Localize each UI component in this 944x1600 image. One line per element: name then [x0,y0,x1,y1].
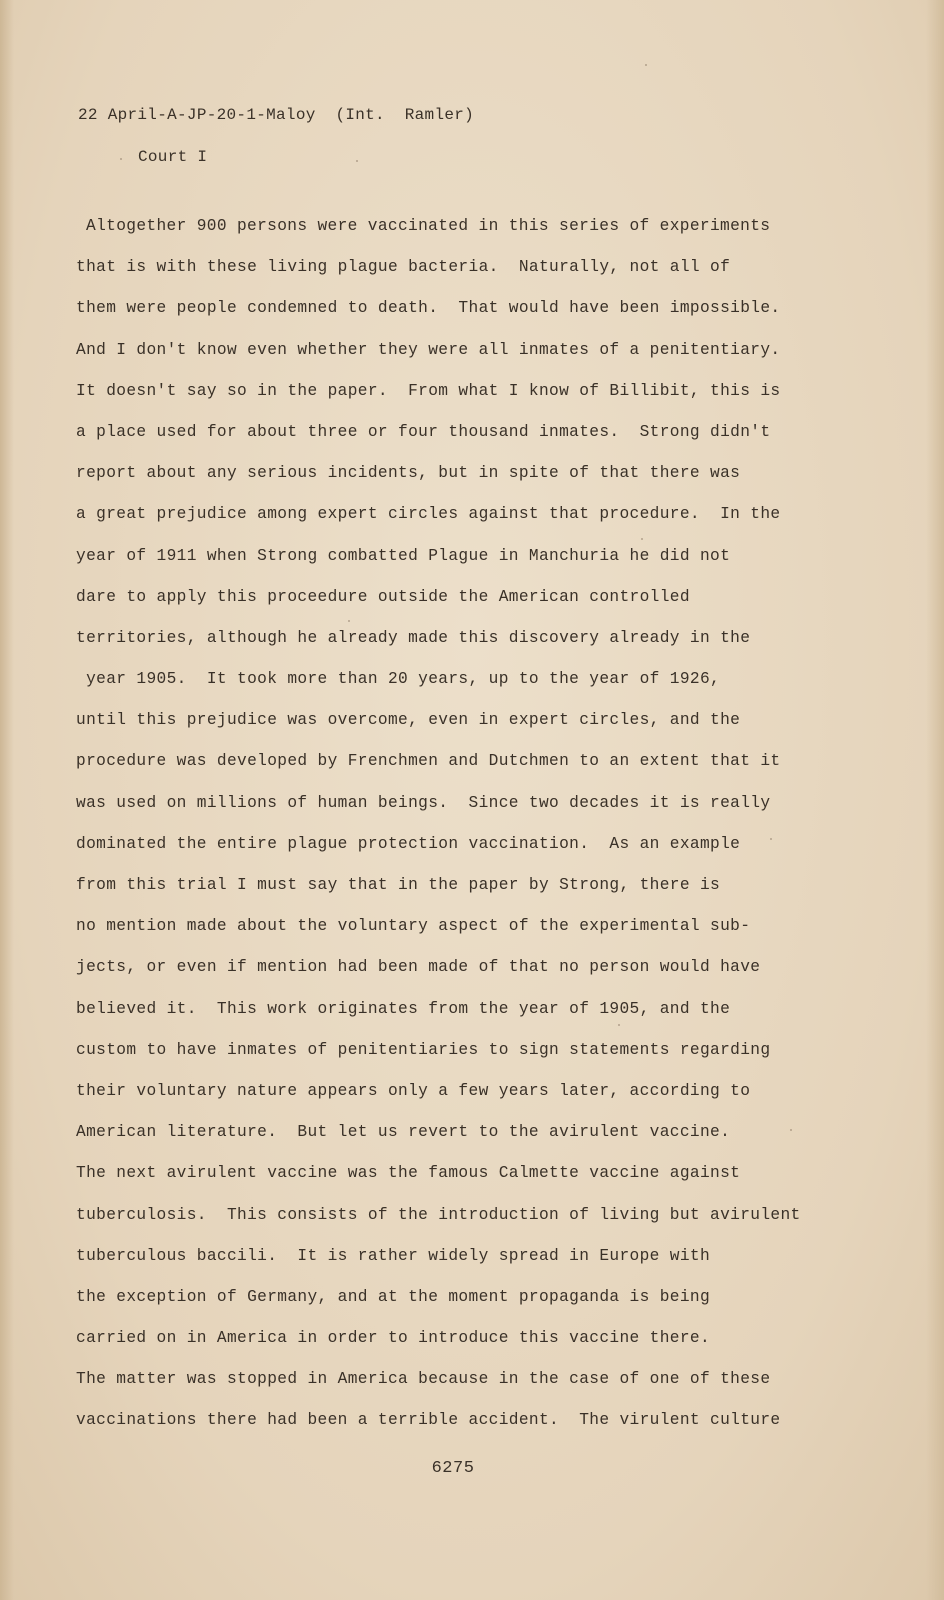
text-line: custom to have inmates of penitentiaries to sign statements regarding [76,1040,771,1059]
text-line: from this trial I must say that in the paper by Strong, there is [76,876,721,894]
text-line: dominated the entire plague protection vaccination. As an example [76,834,741,853]
text-line: that is with these living plague bacteria. Naturally, not all of [76,258,731,277]
paper-speck [618,1024,620,1026]
text-line: year 1905. It took more than 20 years, up to the year of 1926, [76,670,721,689]
text-line: report about any serious incidents, but in spite of that there was [76,464,741,483]
text-line: tuberculous baccili. It is rather widely spread in Europe with [76,1246,711,1265]
page-edge-right [926,0,944,1600]
paper-speck [348,620,350,622]
text-line: until this prejudice was overcome, even in expert circles, and the [76,711,741,730]
page-number: 6275 [431,1459,475,1478]
document-reference: 22 April-A-JP-20-1-Maloy (Int. Ramler) [78,106,475,124]
text-line: carried on in America in order to introduce this vaccine there. [76,1329,711,1348]
text-line: a great prejudice among expert circles against that procedure. In the [76,505,781,524]
text-line: their voluntary nature appears only a few years later, according to [76,1081,751,1100]
text-line: believed it. This work originates from the year of 1905, and the [76,999,731,1018]
text-line: was used on millions of human beings. Since two decades it is really [76,793,771,812]
text-line: tuberculosis. This consists of the introduction of living but avirulent [76,1205,801,1224]
text-line: no mention made about the voluntary aspect of the experimental sub- [76,917,751,936]
text-line: procedure was developed by Frenchmen and Dutchmen to an extent that it [76,752,781,771]
text-line: The matter was stopped in America because in the case of one of these [76,1370,771,1389]
text-line: them were people condemned to death. That would have been impossible. [76,299,781,318]
text-line: The next avirulent vaccine was the famous Calmette vaccine against [76,1164,741,1183]
text-line: American literature. But let us revert to the avirulent vaccine. [76,1123,731,1142]
text-line: territories, although he already made this discovery already in the [76,628,751,647]
paper-speck [790,1129,792,1131]
text-line: jects, or even if mention had been made of that no person would have [76,958,761,977]
paper-speck [770,838,772,840]
text-line: vaccinations there had been a terrible accident. The virulent culture [76,1411,781,1430]
paper-speck [641,538,643,540]
paper-speck [120,158,122,160]
text-line: And I don't know even whether they were all inmates of a penitentiary. [76,340,781,359]
paper-speck [356,160,358,162]
text-line: Altogether 900 persons were vaccinated in this series of experiments [86,217,771,235]
text-line: It doesn't say so in the paper. From what I know of Billibit, this is [76,381,781,400]
page-edge-left [0,0,14,1600]
text-line: the exception of Germany, and at the moment propaganda is being [76,1287,711,1306]
text-line: a place used for about three or four thousand inmates. Strong didn't [76,422,771,441]
text-line: dare to apply this proceedure outside the American controlled [76,587,690,606]
paper-speck [645,64,647,66]
text-line: year of 1911 when Strong combatted Plague in Manchuria he did not [76,546,731,565]
court-designation: Court I [138,148,208,166]
transcript-body [76,206,836,1442]
